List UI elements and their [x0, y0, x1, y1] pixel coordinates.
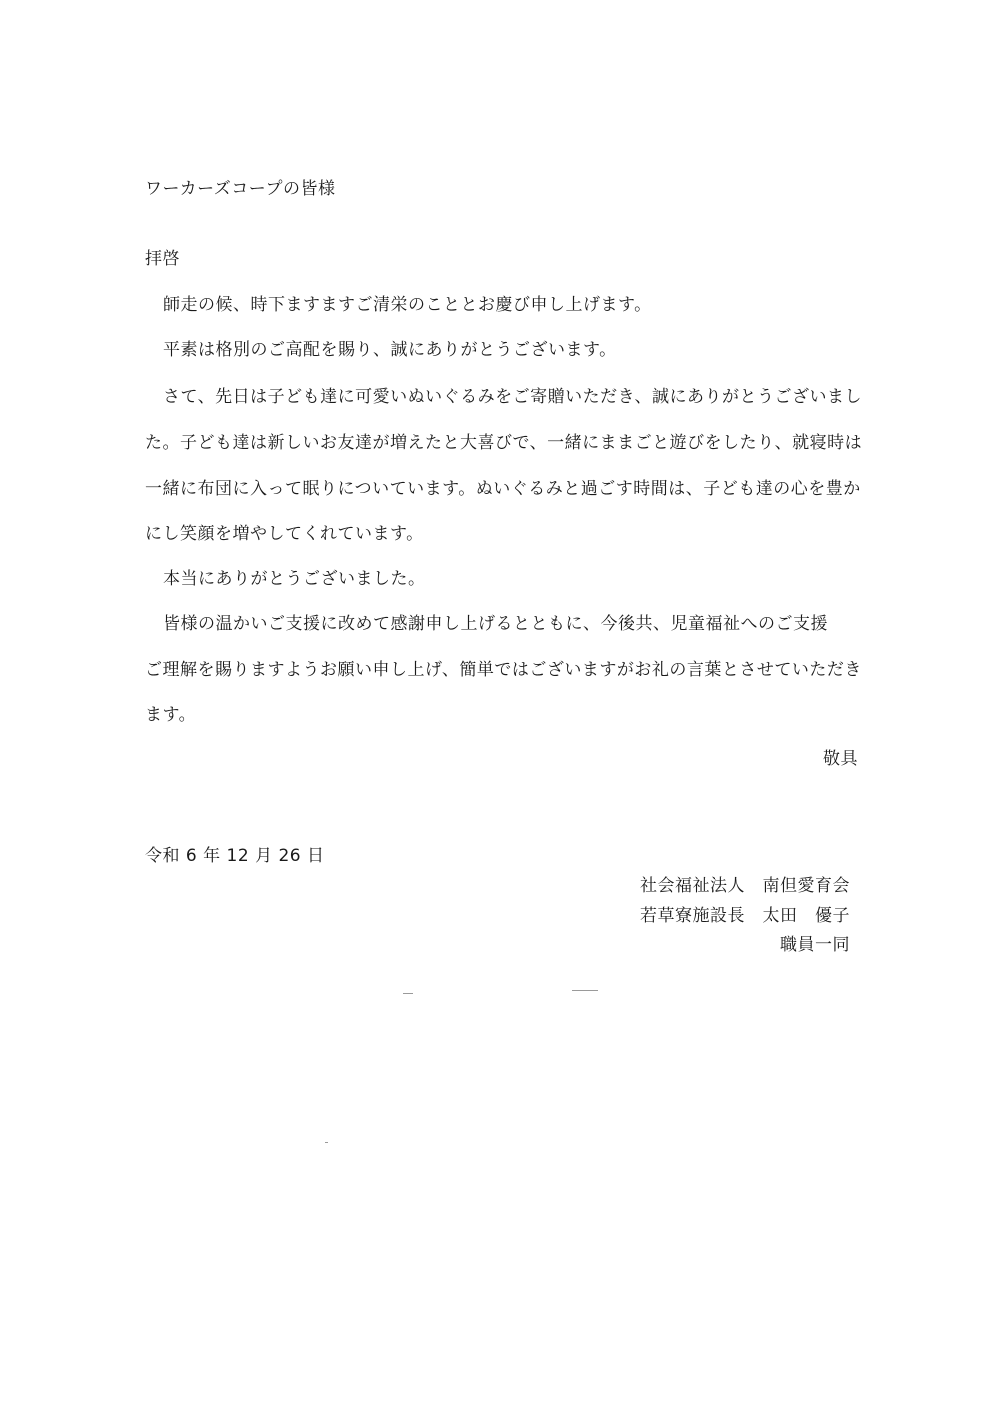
body-line: ご理解を賜りますようお願い申し上げ、簡単ではございますがお礼の言葉とさせていただき	[145, 660, 862, 680]
sender-organization: 社会福祉法人 南但愛育会	[640, 876, 850, 896]
body-line: さて、先日は子ども達に可愛いぬいぐるみをご寄贈いただき、誠にありがとうございまし	[163, 387, 862, 407]
body-line: 平素は格別のご高配を賜り、誠にありがとうございます。	[163, 340, 617, 360]
body-line: 本当にありがとうございました。	[163, 569, 426, 589]
scan-speck	[403, 993, 413, 994]
opening-salutation: 拝啓	[145, 249, 180, 269]
letter-date: 令和 6 年 12 月 26 日	[145, 846, 325, 866]
body-line: 皆様の温かいご支援に改めて感謝申し上げるとともに、今後共、児童福祉へのご支援	[163, 614, 828, 634]
body-line: 師走の候、時下ますますご清栄のこととお慶び申し上げます。	[163, 295, 652, 315]
body-line: ます。	[145, 705, 197, 725]
closing-phrase: 敬具	[823, 749, 858, 769]
sender-facility-head: 若草寮施設長 太田 優子	[640, 906, 850, 926]
addressee: ワーカーズコープの皆様	[145, 179, 336, 199]
body-line: にし笑顔を増やしてくれています。	[145, 524, 424, 544]
body-line: た。子ども達は新しいお友達が増えたと大喜びで、一緒にままごと遊びをしたり、就寝時は	[145, 433, 863, 453]
scan-speck	[572, 990, 598, 991]
body-line: 一緒に布団に入って眠りについています。ぬいぐるみと過ごす時間は、子ども達の心を豊か	[145, 479, 861, 499]
sender-staff: 職員一同	[780, 935, 850, 955]
scan-speck	[325, 1142, 328, 1143]
